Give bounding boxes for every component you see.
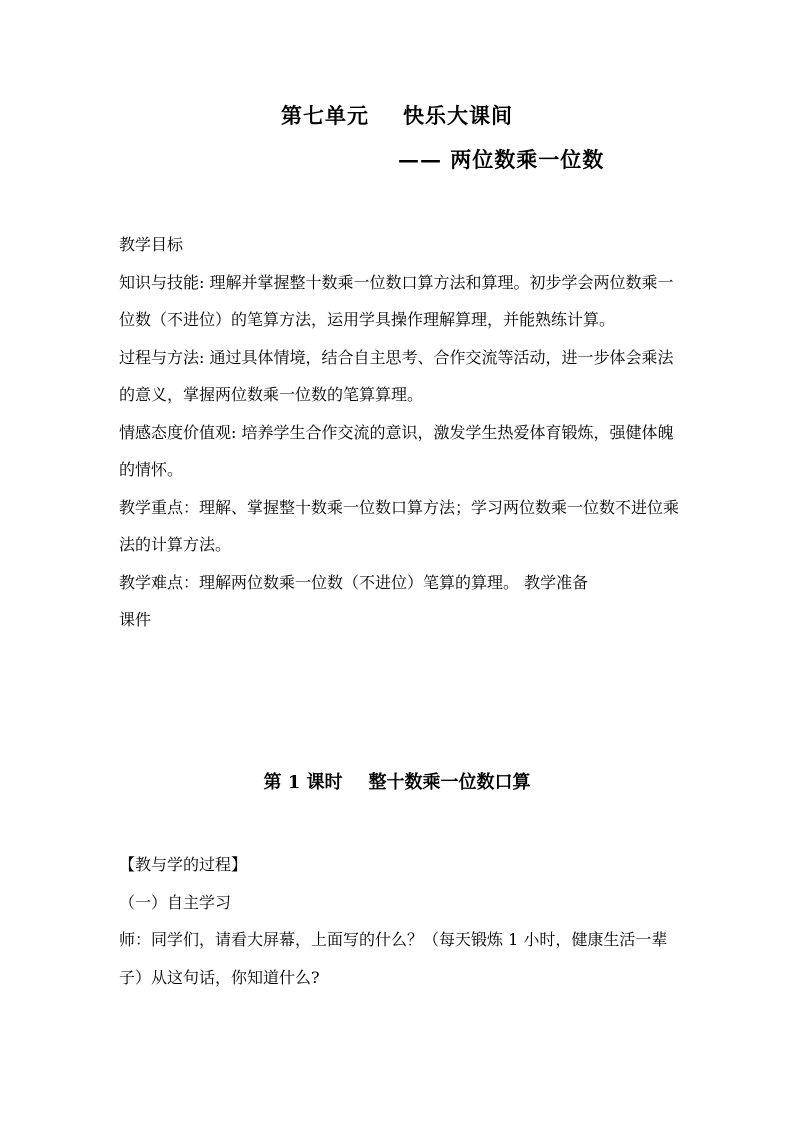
key-point: 教学重点：理解、掌握整十数乘一位数口算方法；学习两位数乘一位数不进位乘法的计算方法。	[119, 497, 680, 554]
knowledge-objective: 知识与技能: 理解并掌握整十数乘一位数口算方法和算理。初步学会两位数乘一位数（不进位）的笔算方法，运用学具操作理解算理，并能熟练计算。	[119, 272, 674, 329]
knowledge-label: 知识与技能	[119, 272, 200, 292]
objectives-heading: 教学目标	[119, 235, 184, 254]
lesson-name: 整十数乘一位数口算	[368, 772, 531, 793]
process-objective: 过程与方法: 通过具体情境，结合自主思考、合作交流等活动，进一步体会乘法的意义，掌握两位数乘一位数的笔算算理。	[119, 347, 674, 404]
unit-title	[0, 100, 794, 130]
attitude-label: 情感态度价值观	[119, 422, 232, 442]
process-subsection: （一）自主学习	[119, 892, 232, 912]
attitude-objective: 情感态度价值观: 培养学生合作交流的意识，激发学生热爱体育锻炼，强健体魄的情怀。	[119, 422, 674, 479]
unit-number: 第七单元	[281, 103, 369, 128]
preparation-text: 课件	[119, 610, 152, 629]
knowledge-text: 理解并掌握整十数乘一位数口算方法和算理。初步学会两位数乘一位数（不进位）的笔算方法，运用学具操作理解算理，并能熟练计算。	[119, 272, 674, 329]
process-heading: 【教与学的过程】	[119, 855, 248, 874]
attitude-text: 培养学生合作交流的意识，激发学生热爱体育锻炼，强健体魄的情怀。	[119, 422, 674, 479]
objectives-section	[119, 226, 679, 639]
unit-name: 快乐大课间	[403, 103, 513, 128]
process-label: 过程与方法	[119, 347, 200, 367]
unit-subtitle: —— 两位数乘一位数	[398, 147, 605, 172]
process-text: 通过具体情境，结合自主思考、合作交流等活动，进一步体会乘法的意义，掌握两位数乘一位数的笔算算理。	[119, 347, 674, 404]
lesson-title	[0, 768, 794, 794]
lesson-number: 第 1 课时	[263, 772, 343, 793]
preparation-label: 教学准备	[524, 572, 589, 592]
teacher-line: 师：同学们，请看大屏幕，上面写的什么？（每天锻炼 1 小时，健康生活一辈子）从这句话，你知道什么?	[119, 930, 668, 987]
difficulty-and-preparation	[119, 564, 679, 639]
difficulty-text: 教学难点：理解两位数乘一位数（不进位）笔算的算理。	[119, 572, 520, 592]
teaching-process-section	[119, 846, 679, 996]
